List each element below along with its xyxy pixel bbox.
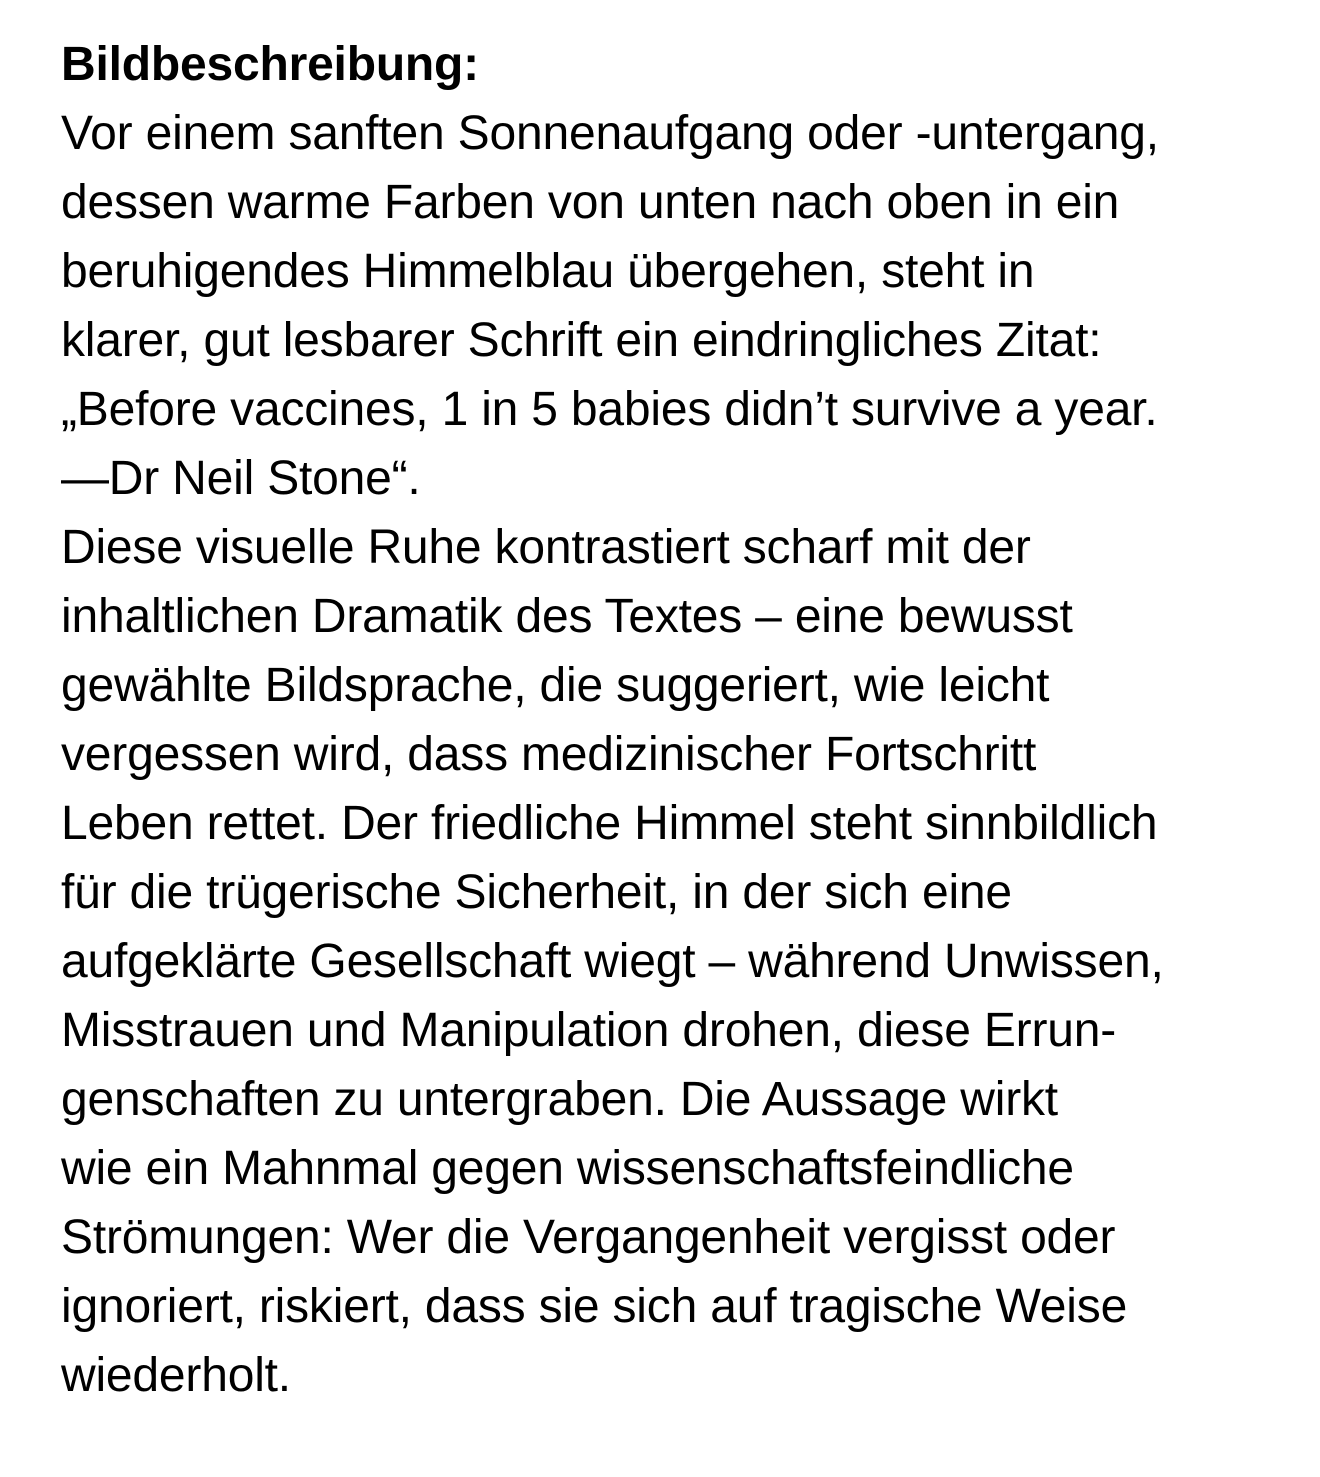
text-line: gewählte Bildsprache, die suggeriert, wie leicht [61, 659, 1050, 712]
text-line: Vor einem sanften Sonnenaufgang oder -untergang, [61, 107, 1159, 160]
text-line: Strömungen: Wer die Vergangenheit vergisst oder [61, 1211, 1116, 1264]
text-line: genschaften zu untergraben. Die Aussage wirkt [61, 1073, 1058, 1126]
text-line: Leben rettet. Der friedliche Himmel steht sinnbildlich [61, 797, 1158, 850]
quote-line: „Before vaccines, 1 in 5 babies didn’t survive a year. [61, 383, 1158, 436]
image-description-document [61, 30, 1301, 1410]
text-line: klarer, gut lesbarer Schrift ein eindringliches Zitat: [61, 314, 1102, 367]
text-line: beruhigendes Himmelblau übergehen, steht in [61, 245, 1035, 298]
text-line: Diese visuelle Ruhe kontrastiert scharf mit der [61, 521, 1031, 574]
text-line: aufgeklärte Gesellschaft wiegt – während Unwissen, [61, 935, 1164, 988]
text-line: Misstrauen und Manipulation drohen, diese Errun- [61, 1004, 1117, 1057]
text-line: inhaltlichen Dramatik des Textes – eine bewusst [61, 590, 1073, 643]
text-line: wiederholt. [61, 1349, 291, 1402]
text-line: vergessen wird, dass medizinischer Fortschritt [61, 728, 1037, 781]
text-line: wie ein Mahnmal gegen wissenschaftsfeindliche [61, 1142, 1074, 1195]
text-line: für die trügerische Sicherheit, in der sich eine [61, 866, 1012, 919]
description-heading: Bildbeschreibung: [61, 38, 479, 91]
quote-attribution-line: —Dr Neil Stone“. [61, 452, 421, 505]
text-line: dessen warme Farben von unten nach oben in ein [61, 176, 1120, 229]
text-line: ignoriert, riskiert, dass sie sich auf tragische Weise [61, 1280, 1128, 1333]
